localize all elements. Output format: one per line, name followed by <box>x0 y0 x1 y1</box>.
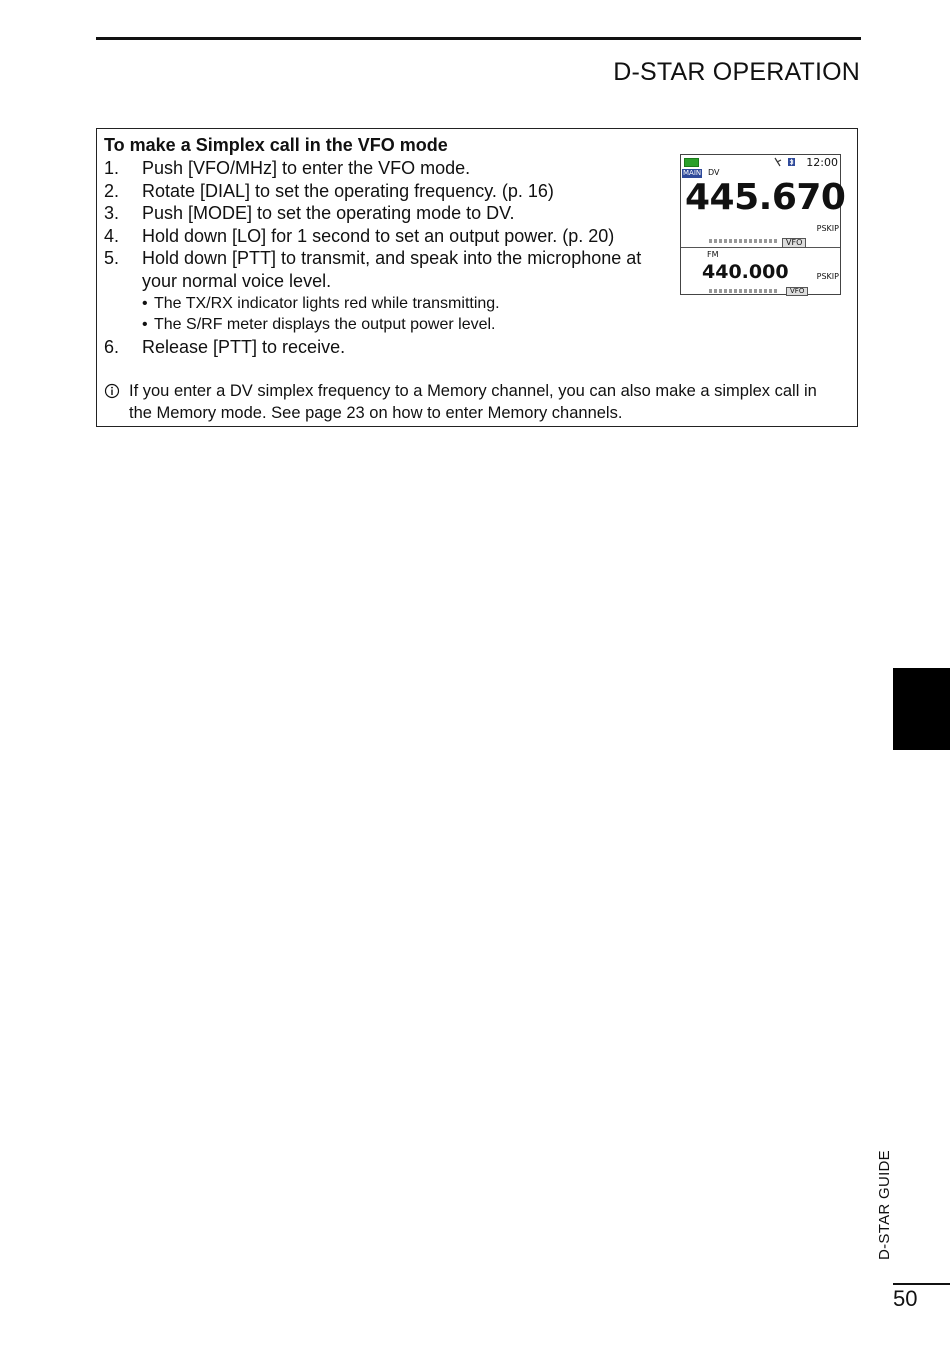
band-b-pskip: PSKIP <box>816 272 839 281</box>
bullet-text: The S/RF meter displays the output power level. <box>154 316 496 334</box>
step-text: Hold down [PTT] to transmit, and speak into the microphone at your normal voice level. <box>142 248 642 291</box>
step-item <box>104 202 664 225</box>
note-text: If you enter a DV simplex frequency to a Memory channel, you can also make a simplex call in the Memory mode. See page 23 on how to enter Memory channels. <box>129 382 817 422</box>
section-title: D-STAR OPERATION <box>613 58 860 86</box>
step-item <box>104 157 664 180</box>
steps-list <box>104 157 664 358</box>
band-b-frequency: 440.000 <box>702 261 789 283</box>
band-a-frequency: 445.670 <box>685 177 846 218</box>
battery-icon <box>684 158 699 167</box>
step-number: 2. <box>104 180 120 201</box>
lcd-divider <box>681 247 840 248</box>
page-number: 50 <box>893 1286 918 1311</box>
step-number: 4. <box>104 225 120 246</box>
side-label: D-STAR GUIDE <box>876 1150 893 1260</box>
band-b-mode: FM <box>707 250 719 259</box>
clock: 12:00 <box>806 156 838 169</box>
status-icons <box>773 157 799 170</box>
box-heading: To make a Simplex call in the VFO mode <box>104 135 448 155</box>
band-b-vfo: VFO <box>786 287 808 296</box>
step-text: Push [VFO/MHz] to enter the VFO mode. <box>142 158 471 178</box>
step-item <box>104 247 664 292</box>
section-tab <box>893 668 950 750</box>
step-number: 6. <box>104 336 120 357</box>
step-number: 5. <box>104 248 120 269</box>
top-rule <box>96 37 861 40</box>
main-tag: MAIN <box>683 169 702 177</box>
gps-icon <box>773 157 799 167</box>
band-a-pskip: PSKIP <box>816 224 839 233</box>
step-item <box>104 180 664 203</box>
footer-rule <box>893 1283 950 1285</box>
step-text: Hold down [LO] for 1 second to set an output power. (p. 20) <box>142 225 615 246</box>
bullet-item: • The TX/RX indicator lights red while transmitting. <box>104 293 664 315</box>
band-a-mode: DV <box>708 168 720 177</box>
note <box>104 381 844 424</box>
instruction-box <box>96 128 858 427</box>
step-text: Release [PTT] to receive. <box>142 336 346 357</box>
bullet-text: The TX/RX indicator lights red while transmitting. <box>154 294 500 312</box>
step-text: Rotate [DIAL] to set the operating frequency. (p. 16) <box>142 180 554 201</box>
bullet-item: • The S/RF meter displays the output power level. <box>104 314 664 336</box>
step-number: 1. <box>104 158 120 178</box>
band-a-vfo: VFO <box>782 238 806 248</box>
step-text: Push [MODE] to set the operating mode to DV. <box>142 203 515 224</box>
lcd-display <box>680 154 846 295</box>
step-item <box>104 225 664 248</box>
step-number: 3. <box>104 203 120 224</box>
step-item <box>104 336 664 359</box>
info-icon <box>104 381 129 424</box>
band-a-meter <box>709 239 779 243</box>
band-b-meter <box>709 289 779 293</box>
